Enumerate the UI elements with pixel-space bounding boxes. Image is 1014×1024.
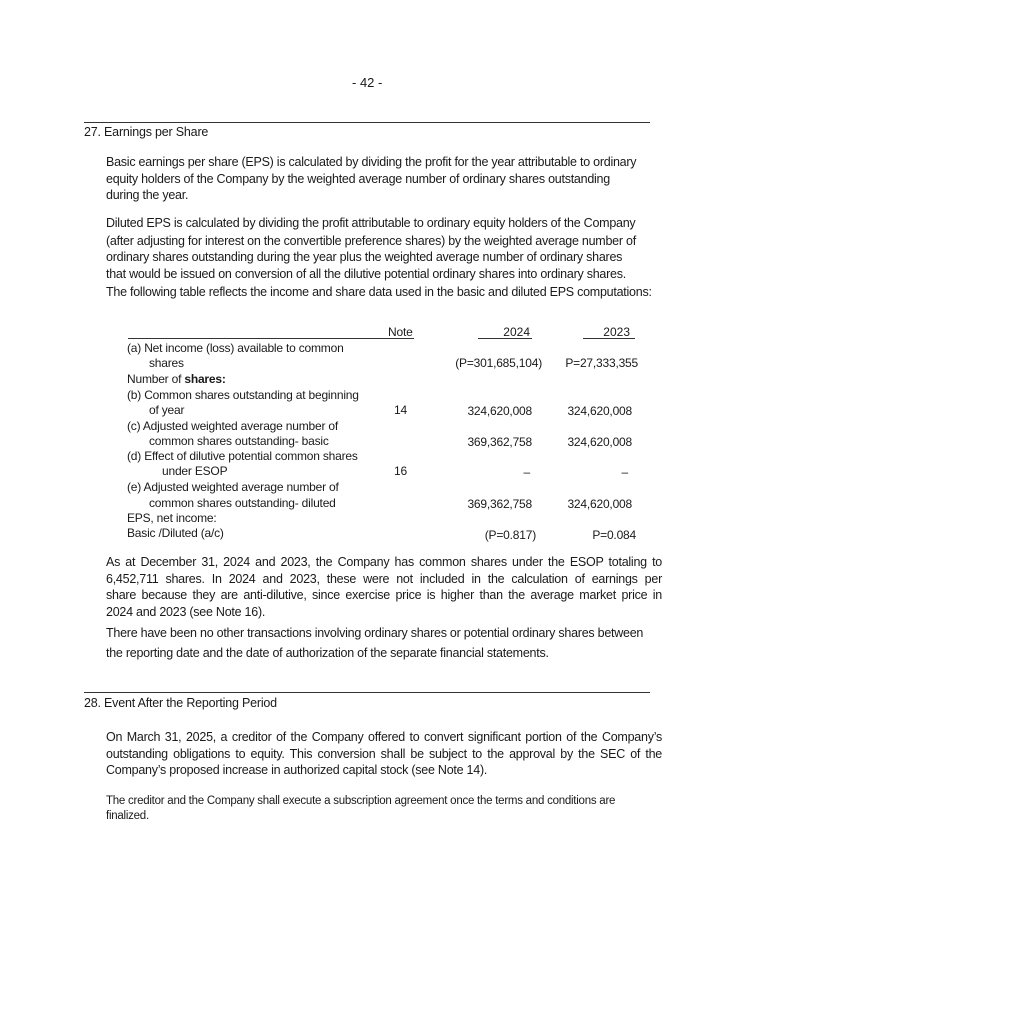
column-header-2024: 2024: [503, 325, 530, 339]
row-label-cont: under ESOP: [162, 464, 228, 478]
event-paragraph: [106, 729, 662, 779]
row-label-eps: EPS, net income:: [127, 511, 217, 525]
eps-table-intro: The following table reflects the income and share data used in the basic and diluted EPS computations:: [106, 285, 652, 299]
paragraph-line: during the year.: [106, 188, 189, 202]
paragraph-line: outstanding obligations to equity. This conversion shall be subject to the approval by the SEC of the: [106, 746, 662, 761]
value-2024: 324,620,008: [467, 404, 532, 418]
row-label-number-of-shares: [127, 372, 226, 386]
value-2024: –: [523, 465, 530, 479]
row-label: (d) Effect of dilutive potential common shares: [127, 449, 358, 463]
row-label: (a) Net income (loss) available to common: [127, 341, 344, 355]
note-ref: 14: [394, 403, 407, 417]
no-other-transactions-paragraph: [106, 623, 662, 663]
eps-basic-paragraph: [106, 154, 662, 204]
paragraph-line: Basic earnings per share (EPS) is calculated by dividing the profit for the year attributable to ordinary: [106, 155, 637, 169]
paragraph-line: Diluted EPS is calculated by dividing the profit attributable to ordinary equity holders of the Company: [106, 216, 636, 230]
row-label: Basic /Diluted (a/c): [127, 526, 224, 540]
row-label: (e) Adjusted weighted average number of: [127, 480, 339, 494]
value-2024: 369,362,758: [467, 497, 532, 511]
paragraph-line: Company’s proposed increase in authorized capital stock (see Note 14).: [106, 763, 488, 777]
paragraph-line: finalized.: [106, 810, 149, 822]
paragraph-line: equity holders of the Company by the weighted average number of ordinary shares outstanding: [106, 171, 610, 186]
row-label-text: Number of: [127, 372, 185, 386]
paragraph-line: that would be issued on conversion of all the dilutive potential ordinary shares into ordinary shares.: [106, 266, 626, 281]
paragraph-line: share because they are anti-dilutive, since exercise price is higher than the average market price in: [106, 588, 662, 602]
row-label: (b) Common shares outstanding at beginning: [127, 388, 359, 402]
paragraph-line: the reporting date and the date of authorization of the separate financial statements.: [106, 646, 549, 660]
column-header-2023: 2023: [603, 325, 630, 339]
paragraph-line: The creditor and the Company shall execute a subscription agreement once the terms and conditions are: [106, 795, 616, 807]
section-heading-eps: 27. Earnings per Share: [84, 125, 209, 139]
paragraph-line: On March 31, 2025, a creditor of the Company offered to convert significant portion of the Company’s: [106, 730, 662, 744]
row-label-cont: common shares outstanding- basic: [149, 434, 329, 448]
section-divider: [84, 122, 650, 123]
section-heading-event: 28. Event After the Reporting Period: [84, 696, 277, 710]
paragraph-line: (after adjusting for interest on the convertible preference shares) by the weighted average number of: [106, 233, 636, 248]
row-label-cont: common shares outstanding- diluted: [149, 496, 336, 510]
value-2023: –: [621, 465, 628, 479]
paragraph-line: As at December 31, 2024 and 2023, the Company has common shares under the ESOP totaling to: [106, 555, 662, 569]
paragraph-line: 2024 and 2023 (see Note 16).: [106, 604, 266, 619]
eps-diluted-paragraph: [106, 215, 662, 282]
table-header-rule: [128, 338, 386, 339]
row-label-bold: shares:: [184, 372, 226, 386]
value-2023: 324,620,008: [567, 404, 632, 418]
value-2023: 324,620,008: [567, 435, 632, 449]
row-label-cont: shares: [149, 356, 184, 370]
value-2024: 369,362,758: [467, 435, 532, 449]
note-ref: 16: [394, 464, 407, 478]
value-2023: P=27,333,355: [565, 356, 638, 370]
subscription-paragraph: [106, 794, 662, 824]
page-number: - 42 -: [352, 75, 383, 90]
row-label-cont: of year: [149, 403, 185, 417]
paragraph-line: 6,452,711 shares. In 2024 and 2023, these were not included in the calculation of earnings per: [106, 571, 662, 586]
column-header-note: Note: [388, 325, 413, 339]
value-2023: P=0.084: [592, 528, 636, 542]
paragraph-line: ordinary shares outstanding during the year plus the weighted average number of ordinary shares: [106, 250, 623, 264]
esop-paragraph: [106, 554, 662, 620]
paragraph-line: There have been no other transactions involving ordinary shares or potential ordinary shares between: [106, 626, 644, 640]
section-divider: [84, 692, 650, 693]
value-2024: (P=301,685,104): [455, 356, 542, 370]
row-label: (c) Adjusted weighted average number of: [127, 419, 338, 433]
value-2024: (P=0.817): [484, 528, 536, 542]
value-2023: 324,620,008: [567, 497, 632, 511]
